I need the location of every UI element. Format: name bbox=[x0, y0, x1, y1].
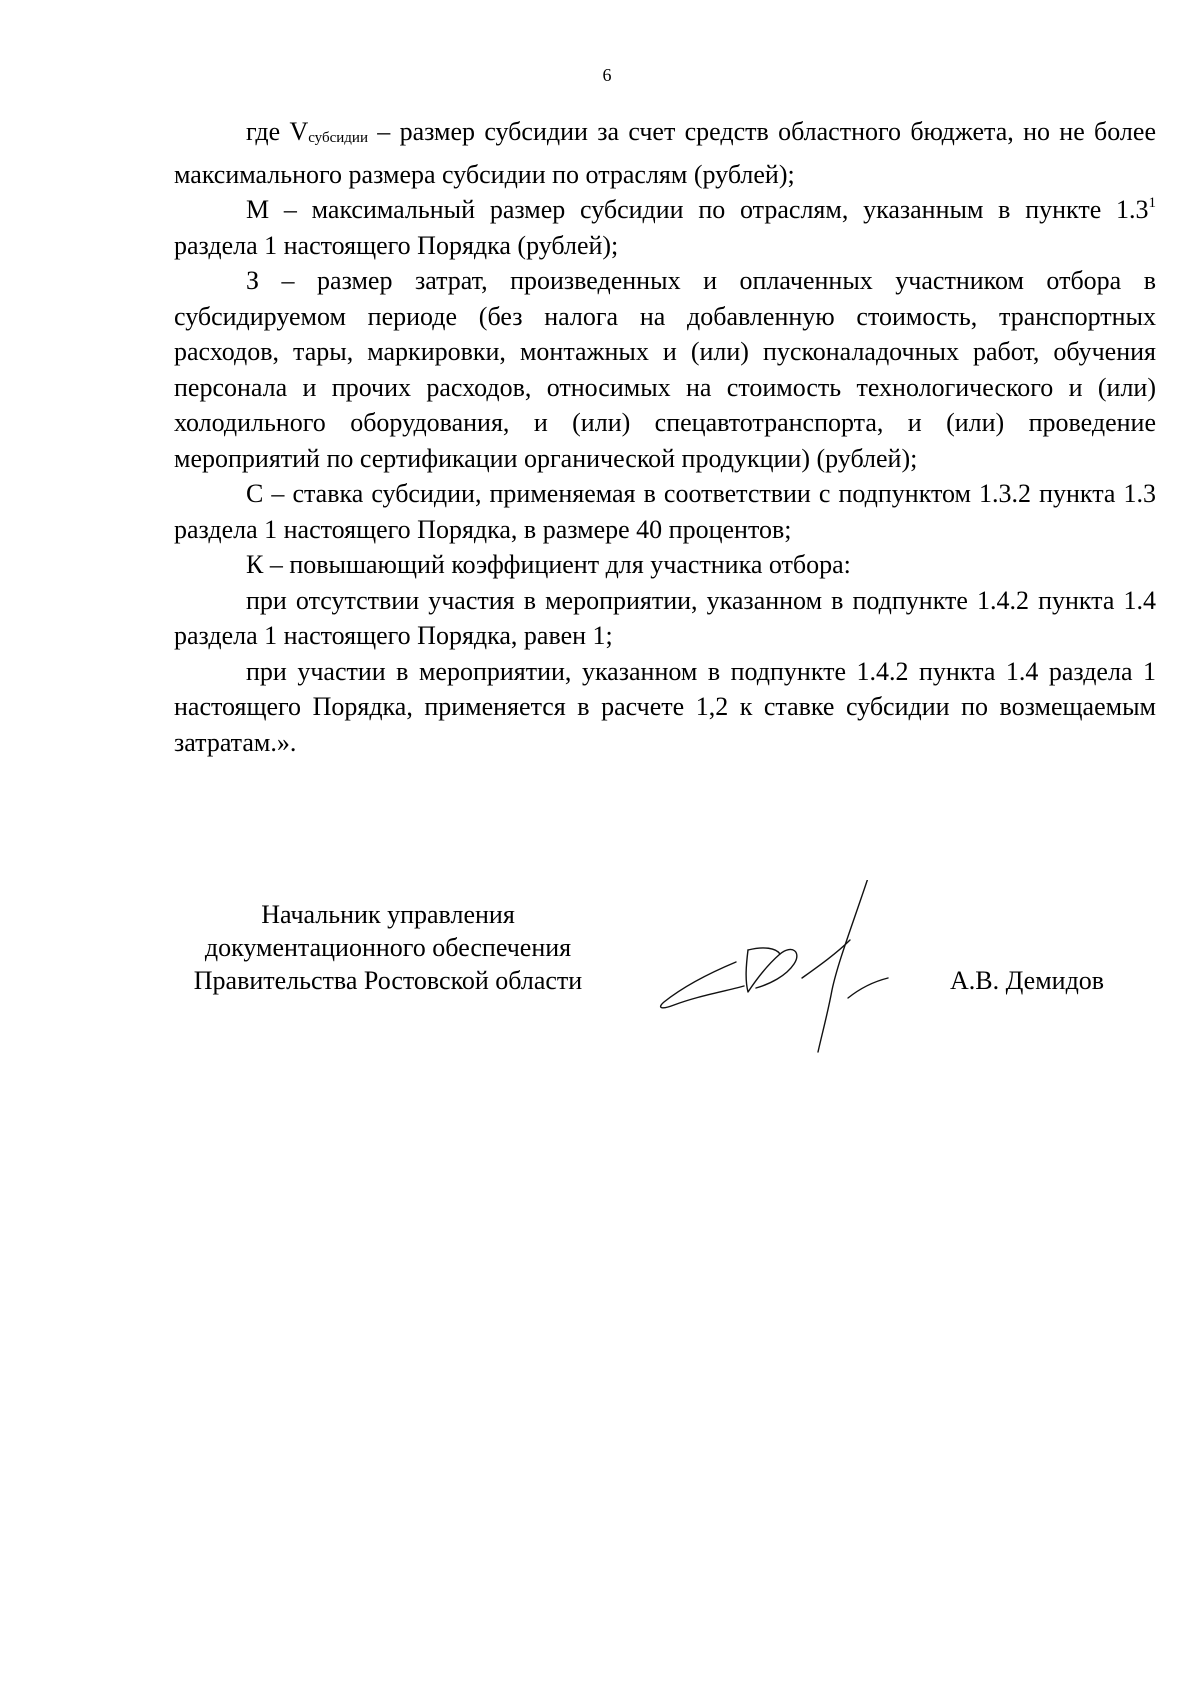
paragraph-m-max bbox=[174, 192, 1156, 263]
paragraph-v-subsidy bbox=[174, 114, 1156, 192]
paragraph-k-coefficient: К – повышающий коэффициент для участника отбора: bbox=[246, 550, 851, 579]
position-line: документационного обеспечения bbox=[204, 933, 572, 962]
paragraph-k-no-participation: при отсутствии участия в мероприятии, указанном в подпункте 1.4.2 пункта 1.4 раздела 1 настоящего Порядка, равен 1; bbox=[174, 585, 1156, 650]
signatory-position bbox=[170, 898, 606, 997]
document-body bbox=[174, 114, 1156, 760]
m-max-superscript: 1 bbox=[1148, 195, 1156, 211]
signer-name: А.В. Демидов bbox=[950, 966, 1105, 995]
handwritten-signature bbox=[652, 880, 952, 1055]
position-line: Правительства Ростовской области bbox=[193, 966, 583, 995]
v-subsidy-subscript: субсидии bbox=[308, 130, 368, 146]
v-subsidy-text-start: где V bbox=[246, 117, 309, 146]
position-line: Начальник управления bbox=[261, 900, 515, 929]
page-number: 6 bbox=[602, 65, 612, 85]
m-max-text-start: М – максимальный размер субсидии по отраслям, указанным в пункте 1.3 bbox=[246, 195, 1149, 224]
paragraph-z-costs: З – размер затрат, произведенных и оплаченных участником отбора в субсидируемом периоде (без налога на добавленную стоимость, транспортных расходов, тары, маркировки, монтажных и (или) пусконаладочных работ, обучения персонала и прочих расходов, относимых на стоимость технологического и (или) холодильного оборудования, и (или) спецавтотранспорта, и (или) проведение мероприятий по сертификации органической продукции) (рублей); bbox=[174, 266, 1156, 473]
paragraph-k-participation: при участии в мероприятии, указанном в подпункте 1.4.2 пункта 1.4 раздела 1 настоящего Порядка, применяется в расчете 1,2 к ставке субсидии по возмещаемым затратам.». bbox=[174, 656, 1156, 757]
m-max-text-end: раздела 1 настоящего Порядка (рублей); bbox=[174, 230, 619, 260]
v-subsidy-text-end: – размер субсидии за счет средств областного бюджета, но не более максимального размера субсидии по отраслям (рублей); bbox=[174, 117, 1156, 189]
paragraph-c-rate: С – ставка субсидии, применяемая в соответствии с подпунктом 1.3.2 пункта 1.3 раздела 1 настоящего Порядка, в размере 40 процентов; bbox=[174, 479, 1156, 544]
